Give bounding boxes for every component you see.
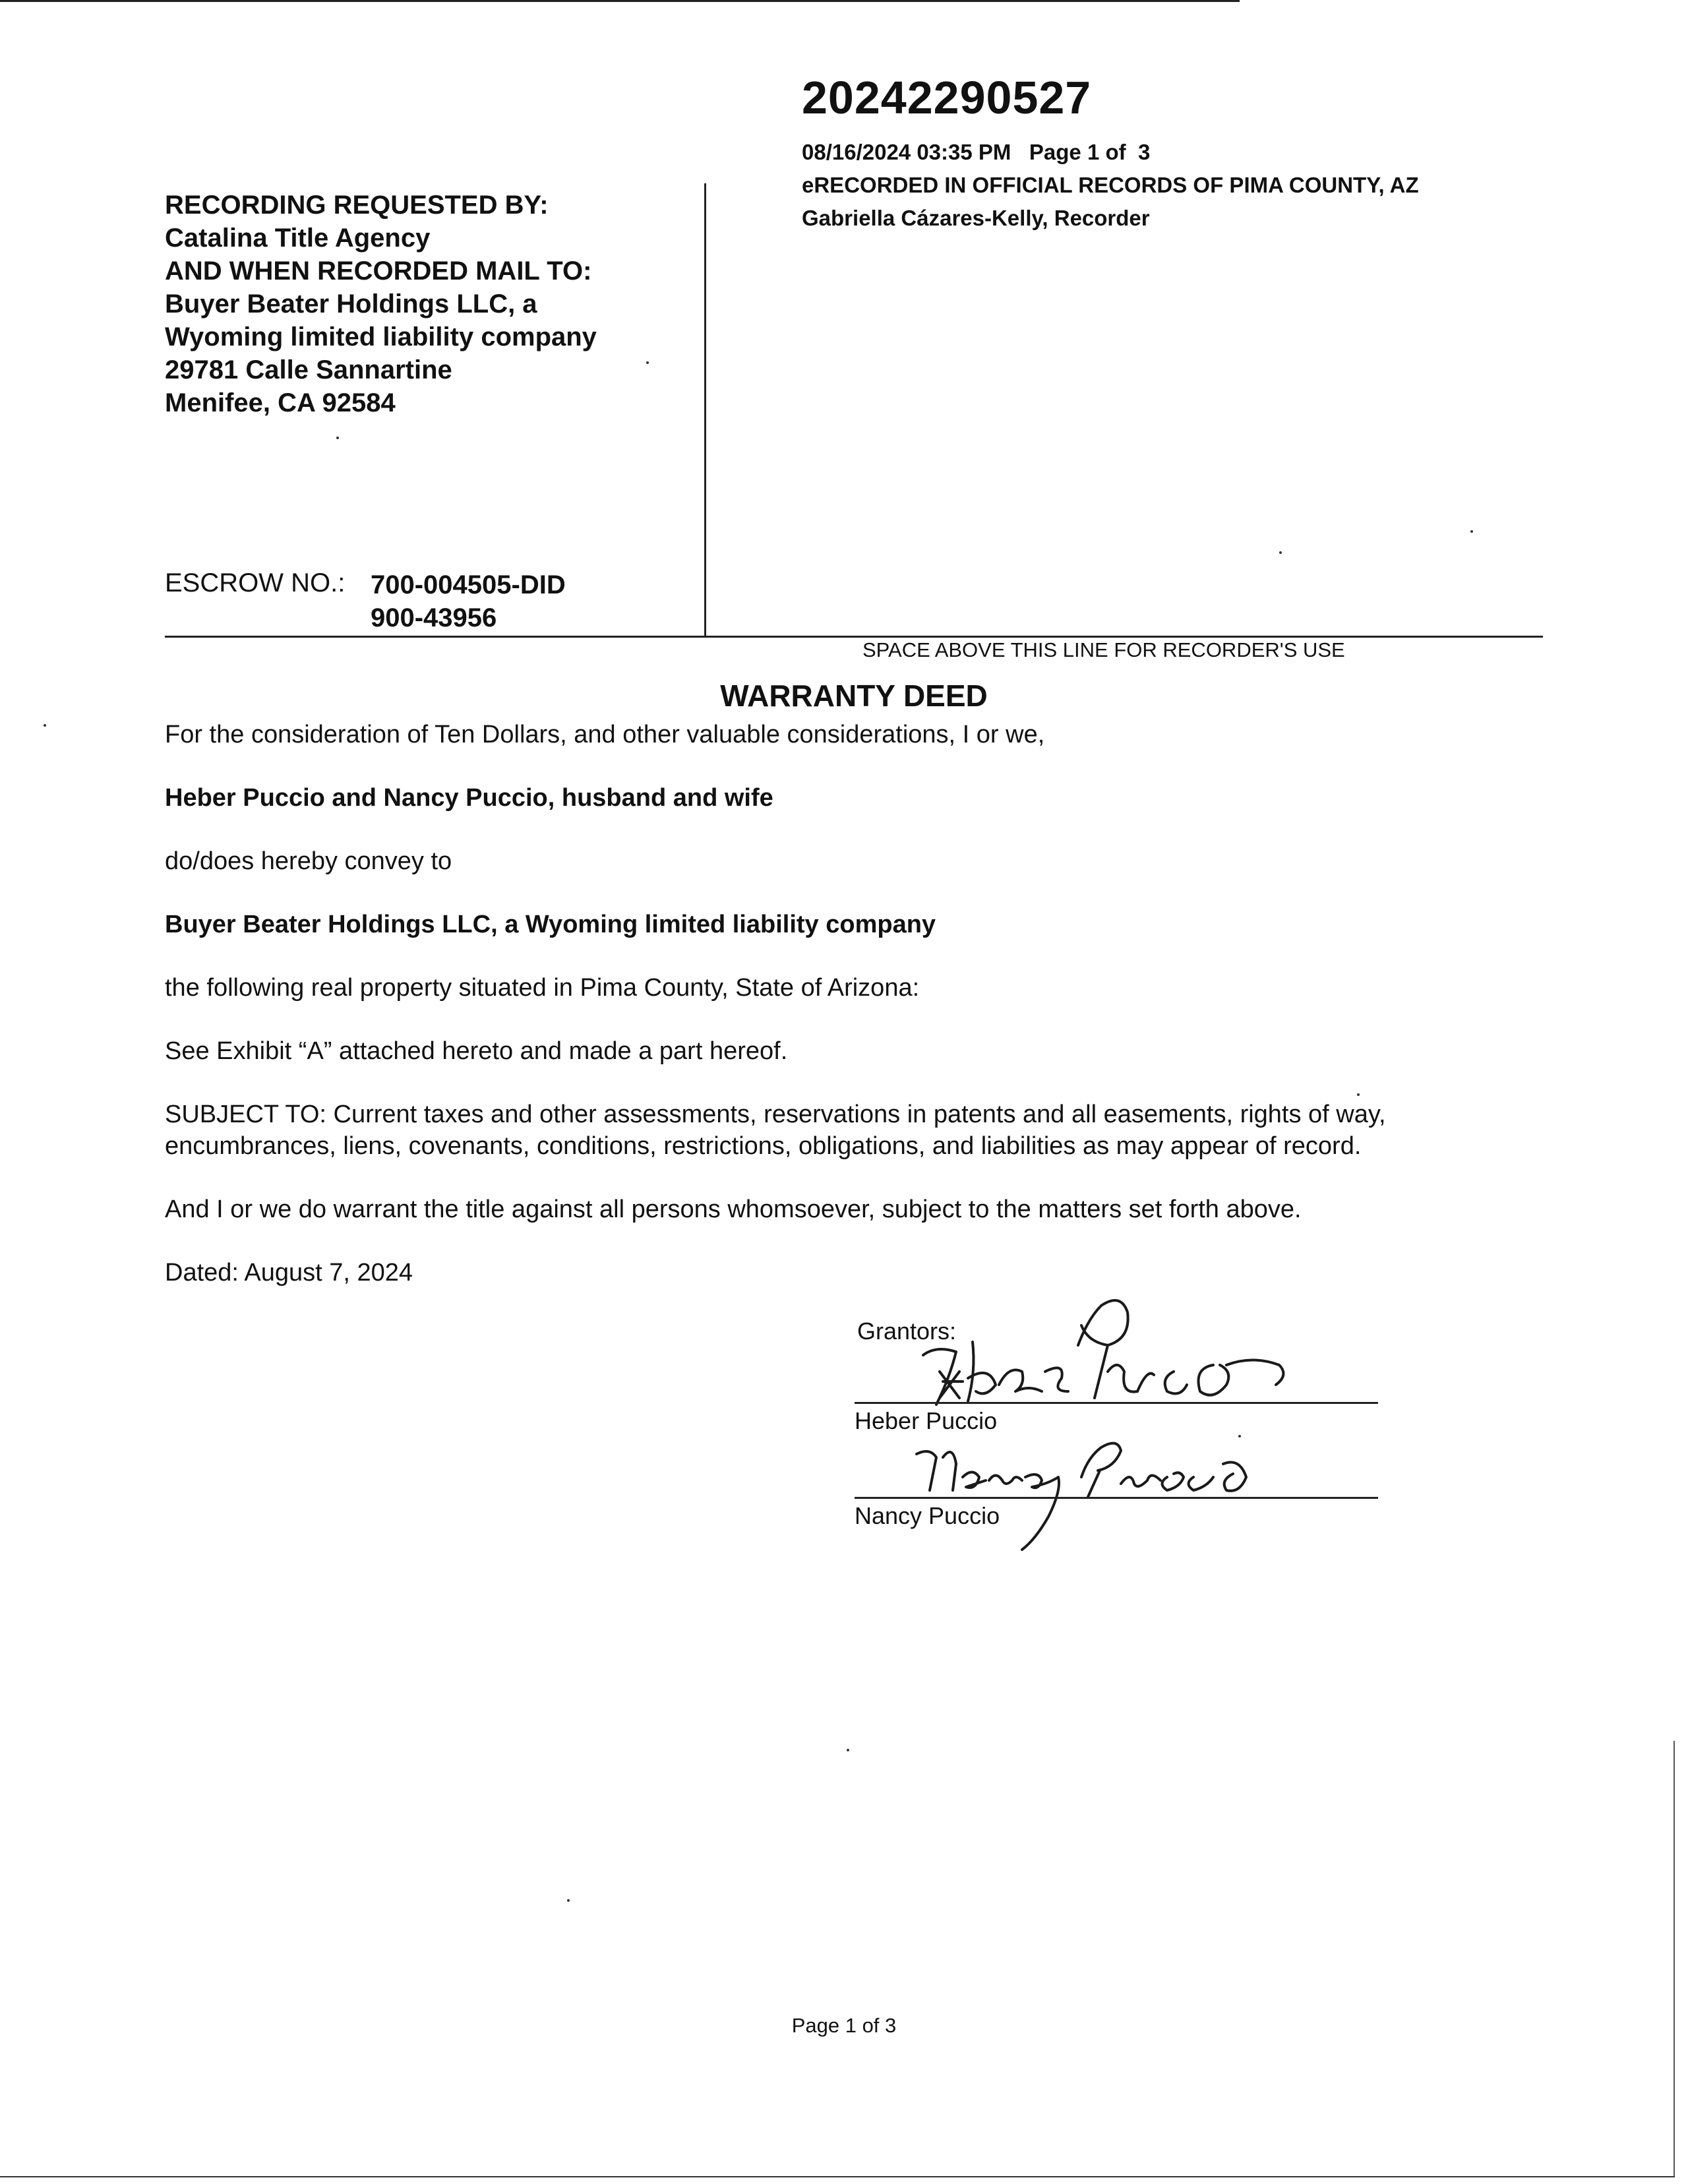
signature-line-1 — [855, 1402, 1378, 1404]
grantor-names: Heber Puccio and Nancy Puccio, husband and wife — [165, 784, 773, 812]
top-border-line — [0, 0, 1240, 2]
document-number: 20242290527 — [802, 72, 1092, 123]
header-divider-vertical — [704, 183, 706, 636]
escrow-numbers — [371, 568, 566, 634]
signature-line-2 — [855, 1497, 1378, 1499]
scan-speck — [567, 1899, 570, 1902]
consideration-text: For the consideration of Ten Dollars, and other valuable considerations, I or we, — [165, 721, 1045, 748]
requested-by-label: RECORDING REQUESTED BY: — [165, 191, 549, 220]
recorder-space-line — [165, 636, 1543, 638]
escrow-number-1: 700-004505-DID — [371, 570, 566, 599]
signer-heber-puccio: Heber Puccio — [855, 1407, 998, 1434]
requested-by-agency: Catalina Title Agency — [165, 224, 431, 253]
recorder-space-note: SPACE ABOVE THIS LINE FOR RECORDER'S USE — [862, 638, 1345, 661]
mail-to-name-line1: Buyer Beater Holdings LLC, a — [165, 289, 537, 318]
scan-speck — [1357, 1093, 1360, 1096]
recording-datetime: 08/16/2024 03:35 PM Page 1 of 3 — [802, 140, 1151, 164]
exhibit-text: See Exhibit “A” attached hereto and made a part hereof. — [165, 1037, 788, 1065]
mail-to-label: AND WHEN RECORDED MAIL TO: — [165, 257, 592, 286]
deed-title: WARRANTY DEED — [720, 679, 988, 713]
signer-nancy-puccio: Nancy Puccio — [855, 1502, 1000, 1529]
subject-to-text: SUBJECT TO: Current taxes and other assessments, reservations in patents and all easements, rights of way, encumbrances, liens, covenants, conditions, restrictions, obligations, and liabilities as may appear of record. — [165, 1101, 1386, 1160]
mail-to-address-line1: 29781 Calle Sannartine — [165, 355, 452, 384]
escrow-number-2: 900-43956 — [371, 603, 497, 632]
scan-speck — [1470, 530, 1473, 533]
recorder-name: Gabriella Cázares-Kelly, Recorder — [802, 206, 1150, 230]
page-footer: Page 1 of 3 — [791, 2014, 897, 2037]
grantors-label: Grantors: — [857, 1318, 957, 1345]
recorded-in: eRECORDED IN OFFICIAL RECORDS OF PIMA COUNTY, AZ — [802, 173, 1419, 197]
scan-speck — [336, 437, 339, 439]
mail-to-name-line2: Wyoming limited liability company — [165, 322, 597, 351]
right-edge-line — [1673, 1741, 1675, 2176]
grantee-name: Buyer Beater Holdings LLC, a Wyoming limited liability company — [165, 911, 936, 938]
scan-speck — [847, 1749, 849, 1751]
signature-nancy-puccio — [903, 1418, 1312, 1553]
scan-speck — [1279, 551, 1282, 554]
scan-speck — [44, 724, 46, 727]
recording-requested-block — [165, 189, 597, 419]
bottom-border-line — [0, 2176, 1675, 2177]
recorder-stamp — [802, 136, 1419, 235]
scan-speck — [1238, 1435, 1241, 1438]
scan-speck — [646, 361, 649, 364]
escrow-label: ESCROW NO.: — [165, 568, 346, 597]
convey-text: do/does hereby convey to — [165, 847, 452, 875]
warrant-text: And I or we do warrant the title against all persons whomsoever, subject to the matters set forth above. — [165, 1196, 1302, 1223]
mail-to-address-line2: Menifee, CA 92584 — [165, 388, 396, 417]
dated-text: Dated: August 7, 2024 — [165, 1259, 413, 1287]
property-text: the following real property situated in Pima County, State of Arizona: — [165, 974, 920, 1002]
